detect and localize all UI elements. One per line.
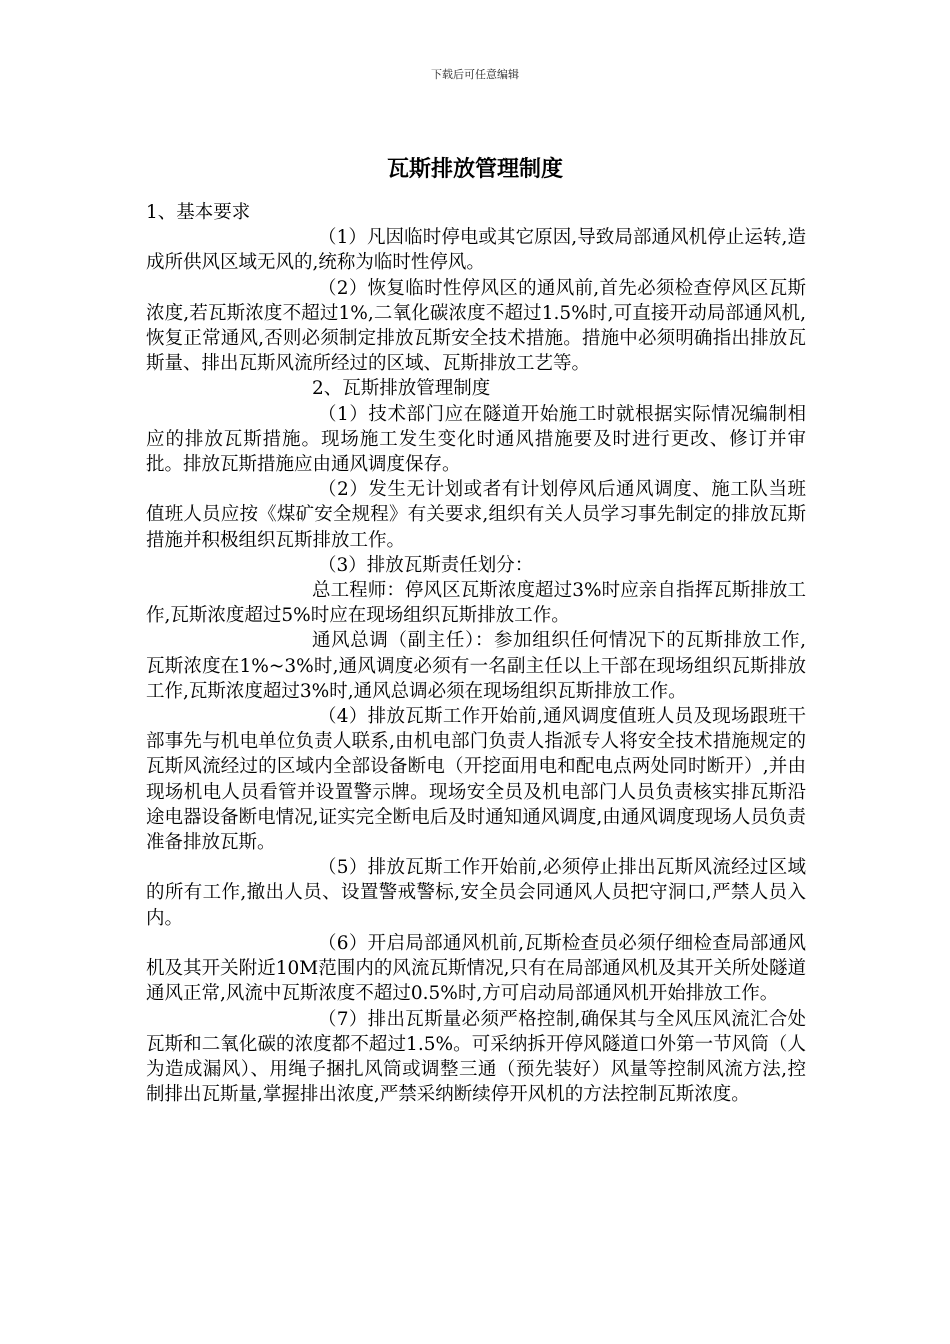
document-body (146, 200, 806, 1107)
document-title: 瓦斯排放管理制度 (386, 157, 563, 182)
paragraph: （3）排放瓦斯责任划分： (318, 554, 534, 576)
paragraph: （2）恢复临时性停风区的通风前,首先必须检查停风区瓦斯浓度,若瓦斯浓度不超过1%,二氧化碳浓度不超过1.5%时,可直接开动局部通风机,恢复正常通风,否则必须制定排放瓦斯安全技术措施。措施中必须明确指出排放瓦斯量、排出瓦斯风流所经过的区域、瓦斯排放工艺等。 (146, 277, 806, 375)
paragraph: （4）排放瓦斯工作开始前,通风调度值班人员及现场跟班干部事先与机电单位负责人联系,由机电部门负责人指派专人将安全技术措施规定的瓦斯风流经过的区域内全部设备断电（开挖面用电和配电点两处同时断开）,并由现场机电人员看管并设置警示牌。现场安全员及机电部门人员负责核实排瓦斯沿途电器设备断电情况,证实完全断电后及时通知通风调度,由通风调度现场人员负责准备排放瓦斯。 (146, 706, 806, 854)
paragraph: （6）开启局部通风机前,瓦斯检查员必须仔细检查局部通风机及其开关附近10M范围内的风流瓦斯情况,只有在局部通风机及其开关所处隧道通风正常,风流中瓦斯浓度不超过0.5%时,方可启动局部通风机开始排放工作。 (146, 932, 806, 1005)
header-note: 下载后可任意编辑 (431, 68, 519, 81)
paragraph: （1）凡因临时停电或其它原因,导致局部通风机停止运转,造成所供风区域无风的,统称为临时性停风。 (146, 227, 806, 274)
paragraph: （2）发生无计划或者有计划停风后通风调度、施工队当班值班人员应按《煤矿安全规程》有关要求,组织有关人员学习事先制定的排放瓦斯措施并积极组织瓦斯排放工作。 (146, 479, 806, 551)
paragraph: （1）技术部门应在隧道开始施工时就根据实际情况编制相应的排放瓦斯措施。现场施工发生变化时通风措施要及时进行更改、修订并审批。排放瓦斯措施应由通风调度保存。 (146, 403, 806, 476)
paragraph: （7）排出瓦斯量必须严格控制,确保其与全风压风流汇合处瓦斯和二氧化碳的浓度都不超过1.5%。可采纳拆开停风隧道口外第一节风筒（人为造成漏风）、用绳子捆扎风筒或调整三通（预先装好）风量等控制风流方法,控制排出瓦斯量,掌握排出浓度,严禁采纳断续停开风机的方法控制瓦斯浓度。 (146, 1008, 806, 1106)
paragraph: 总工程师：停风区瓦斯浓度超过3%时应亲自指挥瓦斯排放工作,瓦斯浓度超过5%时应在现场组织瓦斯排放工作。 (146, 580, 806, 627)
section-heading: 2、瓦斯排放管理制度 (312, 378, 491, 400)
paragraph: （5）排放瓦斯工作开始前,必须停止排出瓦斯风流经过区域的所有工作,撤出人员、设置警戒警标,安全员会同通风人员把守洞口,严禁人员入内。 (146, 857, 806, 929)
section-heading: 1、基本要求 (146, 202, 251, 223)
paragraph: 通风总调（副主任）：参加组织任何情况下的瓦斯排放工作,瓦斯浓度在1%~3%时,通风调度必须有一名副主任以上干部在现场组织瓦斯排放工作,瓦斯浓度超过3%时,通风总调必须在现场组织瓦斯排放工作。 (146, 630, 806, 702)
